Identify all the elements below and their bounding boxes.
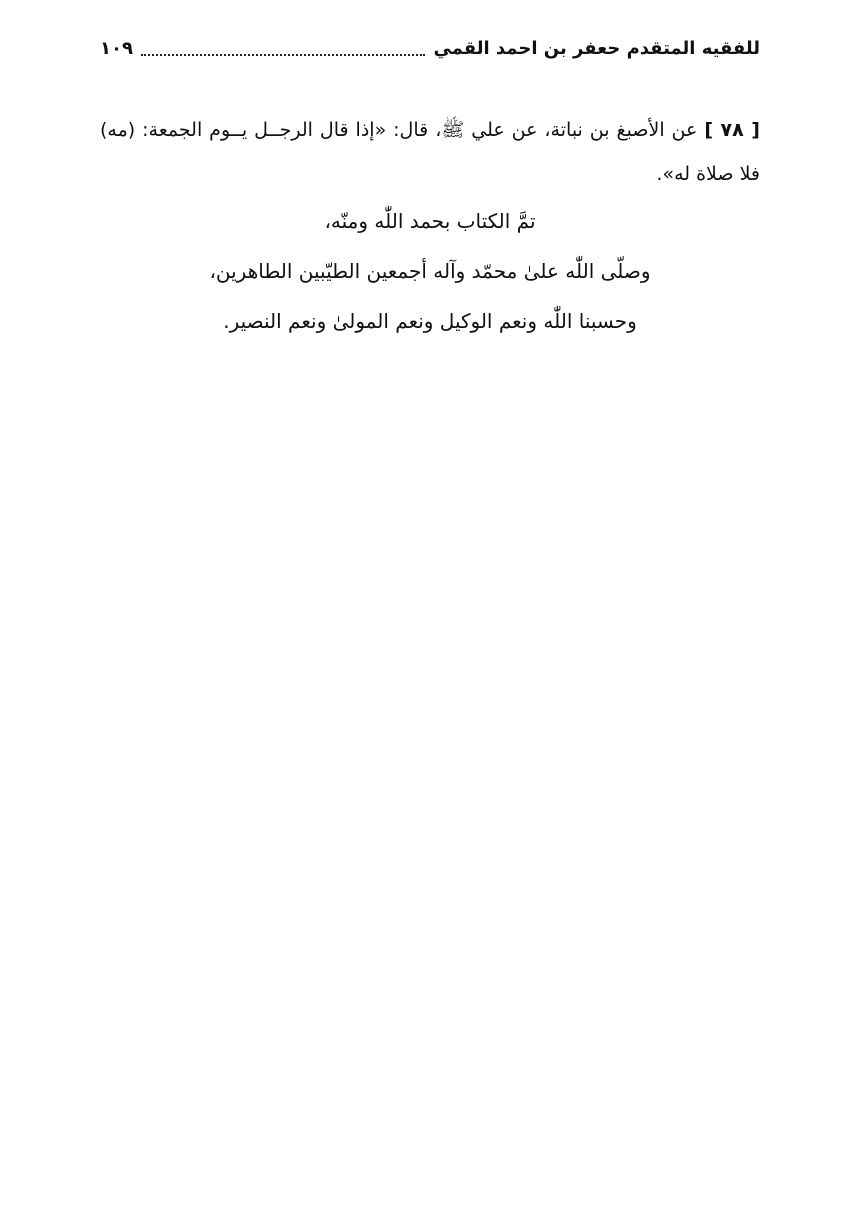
hadith-entry: [100, 108, 760, 196]
colophon-line: وصلّى اللّٰه علىٰ محمّد وآله أجمعين الطيّبين الطاهرين،: [209, 259, 651, 283]
colophon-line: تمَّ الكتاب بحمد اللّٰه ومنّه،: [324, 209, 536, 233]
hadith-number: [ ٧٨ ]: [704, 119, 760, 141]
colophon-line: وحسبنا اللّٰه ونعم الوكيل ونعم المولىٰ ونعم النصير.: [223, 309, 637, 333]
hadith-text: عن الأصبغ بن نباتة، عن علي ﷺ، قال: «إذا قال الرجــل يــوم الجمعة: (مه) فلا صلاة له».: [100, 119, 760, 185]
colophon: [100, 196, 760, 346]
page-number: ١٠٩: [100, 37, 133, 59]
running-header: [100, 34, 760, 62]
header-title: للفقيه المتقدم حعفر بن احمد القمي: [433, 37, 760, 59]
dotted-leader: [141, 52, 426, 56]
